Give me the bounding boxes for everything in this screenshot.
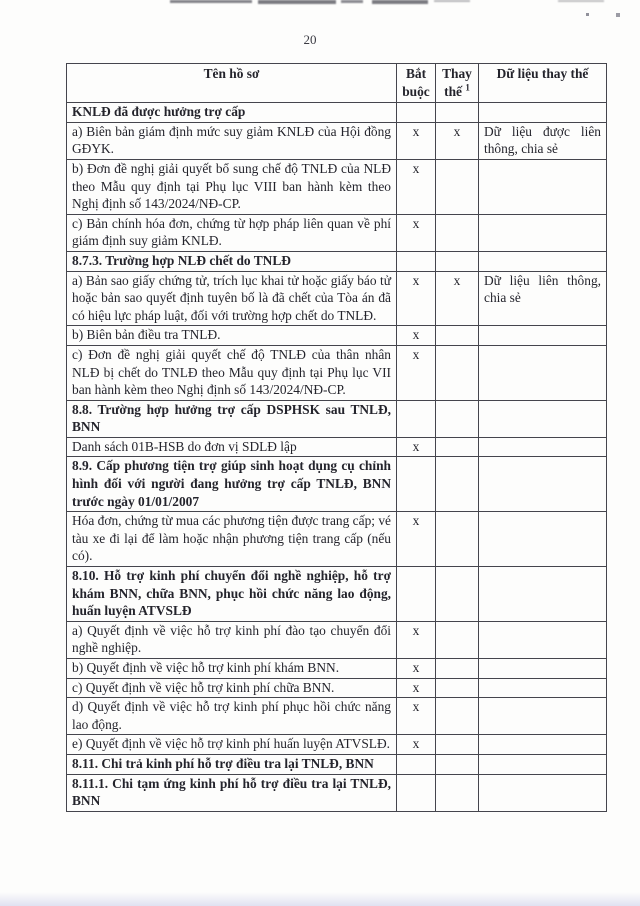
replace-data-cell (479, 159, 607, 214)
table-body (67, 103, 607, 812)
replace-mark-cell: x (436, 271, 479, 326)
replace-mark-cell (436, 678, 479, 698)
replace-mark-cell (436, 326, 479, 346)
table-row (67, 326, 607, 346)
required-mark-cell: x (397, 345, 436, 400)
required-mark-cell: x (397, 735, 436, 755)
document-name-cell: e) Quyết định về việc hỗ trợ kinh phí huấn luyện ATVSLĐ. (67, 735, 397, 755)
replace-data-cell (479, 326, 607, 346)
replace-data-cell (479, 512, 607, 567)
table-row (67, 214, 607, 251)
scan-smudge (372, 0, 428, 4)
document-name-cell: b) Đơn đề nghị giải quyết bổ sung chế độ TNLĐ của NLĐ theo Mẫu quy định tại Phụ lục VIII ban hành kèm theo Nghị định số 143/2024/NĐ-CP. (67, 159, 397, 214)
replace-data-cell (479, 214, 607, 251)
replace-mark-cell (436, 457, 479, 512)
required-mark-cell: x (397, 621, 436, 658)
table-row (67, 678, 607, 698)
scan-smudge (434, 0, 470, 2)
replace-data-cell (479, 103, 607, 123)
required-mark-cell: x (397, 698, 436, 735)
replace-data-cell (479, 437, 607, 457)
document-name-cell: Danh sách 01B-HSB do đơn vị SDLĐ lập (67, 437, 397, 457)
header-replace-label: Thay thế (442, 66, 472, 99)
table-row (67, 251, 607, 271)
table-row (67, 159, 607, 214)
replace-mark-cell (436, 345, 479, 400)
document-name-cell: c) Bản chính hóa đơn, chứng từ hợp pháp liên quan về phí giám định suy giảm KNLĐ. (67, 214, 397, 251)
replace-mark-cell (436, 103, 479, 123)
replace-data-cell (479, 345, 607, 400)
required-mark-cell: x (397, 326, 436, 346)
replace-data-cell (479, 698, 607, 735)
required-mark-cell: x (397, 678, 436, 698)
replace-mark-cell (436, 437, 479, 457)
required-mark-cell (397, 103, 436, 123)
replace-mark-cell (436, 159, 479, 214)
scan-artifact-bottom-edge (0, 892, 640, 906)
document-name-cell: a) Biên bản giám định mức suy giảm KNLĐ của Hội đồng GĐYK. (67, 122, 397, 159)
document-name-cell: 8.7.3. Trường hợp NLĐ chết do TNLĐ (67, 251, 397, 271)
table-row (67, 457, 607, 512)
scan-smudge (170, 0, 252, 3)
document-name-cell: Hóa đơn, chứng từ mua các phương tiện được trang cấp; vé tàu xe đi lại để làm hoặc nhận phương tiện trang cấp (nếu có). (67, 512, 397, 567)
replace-mark-cell (436, 621, 479, 658)
required-mark-cell (397, 457, 436, 512)
table-row (67, 659, 607, 679)
required-mark-cell: x (397, 271, 436, 326)
document-name-cell: a) Quyết định về việc hỗ trợ kinh phí đào tạo chuyển đổi nghề nghiệp. (67, 621, 397, 658)
required-mark-cell: x (397, 659, 436, 679)
replace-data-cell (479, 621, 607, 658)
replace-mark-cell (436, 567, 479, 622)
replace-mark-cell (436, 698, 479, 735)
document-name-cell: 8.11.1. Chi tạm ứng kinh phí hỗ trợ điều tra lại TNLĐ, BNN (67, 774, 397, 811)
table-row (67, 271, 607, 326)
required-mark-cell: x (397, 512, 436, 567)
replace-mark-cell (436, 659, 479, 679)
replace-data-cell (479, 678, 607, 698)
replace-mark-cell (436, 754, 479, 774)
table-row (67, 621, 607, 658)
document-name-cell: c) Quyết định về việc hỗ trợ kinh phí chữa BNN. (67, 678, 397, 698)
document-name-cell: KNLĐ đã được hưởng trợ cấp (67, 103, 397, 123)
table-row (67, 122, 607, 159)
required-mark-cell (397, 774, 436, 811)
scan-speck (616, 13, 620, 17)
table-row (67, 345, 607, 400)
scan-smudge (558, 0, 604, 2)
scan-speck (586, 13, 589, 16)
replace-data-cell: Dữ liệu được liên thông, chia sẻ (479, 122, 607, 159)
replace-mark-cell (436, 214, 479, 251)
footnote-marker: 1 (465, 82, 470, 93)
document-name-cell: d) Quyết định về việc hỗ trợ kinh phí phục hồi chức năng lao động. (67, 698, 397, 735)
document-name-cell: 8.9. Cấp phương tiện trợ giúp sinh hoạt dụng cụ chỉnh hình đối với người đang hưởng trợ cấp TNLĐ, BNN trước ngày 01/01/2007 (67, 457, 397, 512)
document-name-cell: 8.10. Hỗ trợ kinh phí chuyển đổi nghề nghiệp, hỗ trợ khám BNN, chữa BNN, phục hồi chức năng lao động, huấn luyện ATVSLĐ (67, 567, 397, 622)
document-name-cell: b) Biên bản điều tra TNLĐ. (67, 326, 397, 346)
header-required: Bắt buộc (397, 64, 436, 103)
replace-data-cell (479, 457, 607, 512)
page-number: 20 (303, 32, 317, 47)
document-name-cell: b) Quyết định về việc hỗ trợ kinh phí khám BNN. (67, 659, 397, 679)
replace-data-cell (479, 400, 607, 437)
required-mark-cell: x (397, 122, 436, 159)
table-row (67, 512, 607, 567)
replace-data-cell (479, 659, 607, 679)
required-mark-cell (397, 400, 436, 437)
scan-smudge (341, 0, 363, 3)
replace-data-cell (479, 567, 607, 622)
document-name-cell: a) Bản sao giấy chứng tử, trích lục khai tử hoặc giấy báo tử hoặc bản sao quyết định tuyên bố là đã chết của Tòa án đã có hiệu lực pháp luật, đối với trường hợp chết do TNLĐ. (67, 271, 397, 326)
document-name-cell: 8.8. Trường hợp hưởng trợ cấp DSPHSK sau TNLĐ, BNN (67, 400, 397, 437)
replace-mark-cell (436, 774, 479, 811)
table-row (67, 698, 607, 735)
replace-data-cell (479, 251, 607, 271)
replace-data-cell: Dữ liệu liên thông, chia sẻ (479, 271, 607, 326)
table-header-row (67, 64, 607, 103)
document-checklist-table (66, 63, 607, 812)
table-row (67, 735, 607, 755)
replace-mark-cell: x (436, 122, 479, 159)
document-name-cell: c) Đơn đề nghị giải quyết chế độ TNLĐ của thân nhân NLĐ bị chết do TNLĐ theo Mẫu quy định tại Phụ lục VII ban hành kèm theo Nghị định số 143/2024/NĐ-CP. (67, 345, 397, 400)
header-replace (436, 64, 479, 103)
replace-mark-cell (436, 512, 479, 567)
required-mark-cell: x (397, 159, 436, 214)
table-row (67, 774, 607, 811)
required-mark-cell (397, 251, 436, 271)
table-row (67, 400, 607, 437)
header-document-name: Tên hồ sơ (67, 64, 397, 103)
required-mark-cell: x (397, 214, 436, 251)
table-row (67, 437, 607, 457)
scan-smudge (258, 0, 336, 4)
required-mark-cell (397, 567, 436, 622)
replace-data-cell (479, 754, 607, 774)
header-replace-data: Dữ liệu thay thế (479, 64, 607, 103)
document-name-cell: 8.11. Chi trả kinh phí hỗ trợ điều tra lại TNLĐ, BNN (67, 754, 397, 774)
table-row (67, 754, 607, 774)
table-row (67, 567, 607, 622)
table-row (67, 103, 607, 123)
replace-mark-cell (436, 735, 479, 755)
required-mark-cell (397, 754, 436, 774)
replace-data-cell (479, 774, 607, 811)
replace-data-cell (479, 735, 607, 755)
replace-mark-cell (436, 251, 479, 271)
required-mark-cell: x (397, 437, 436, 457)
replace-mark-cell (436, 400, 479, 437)
